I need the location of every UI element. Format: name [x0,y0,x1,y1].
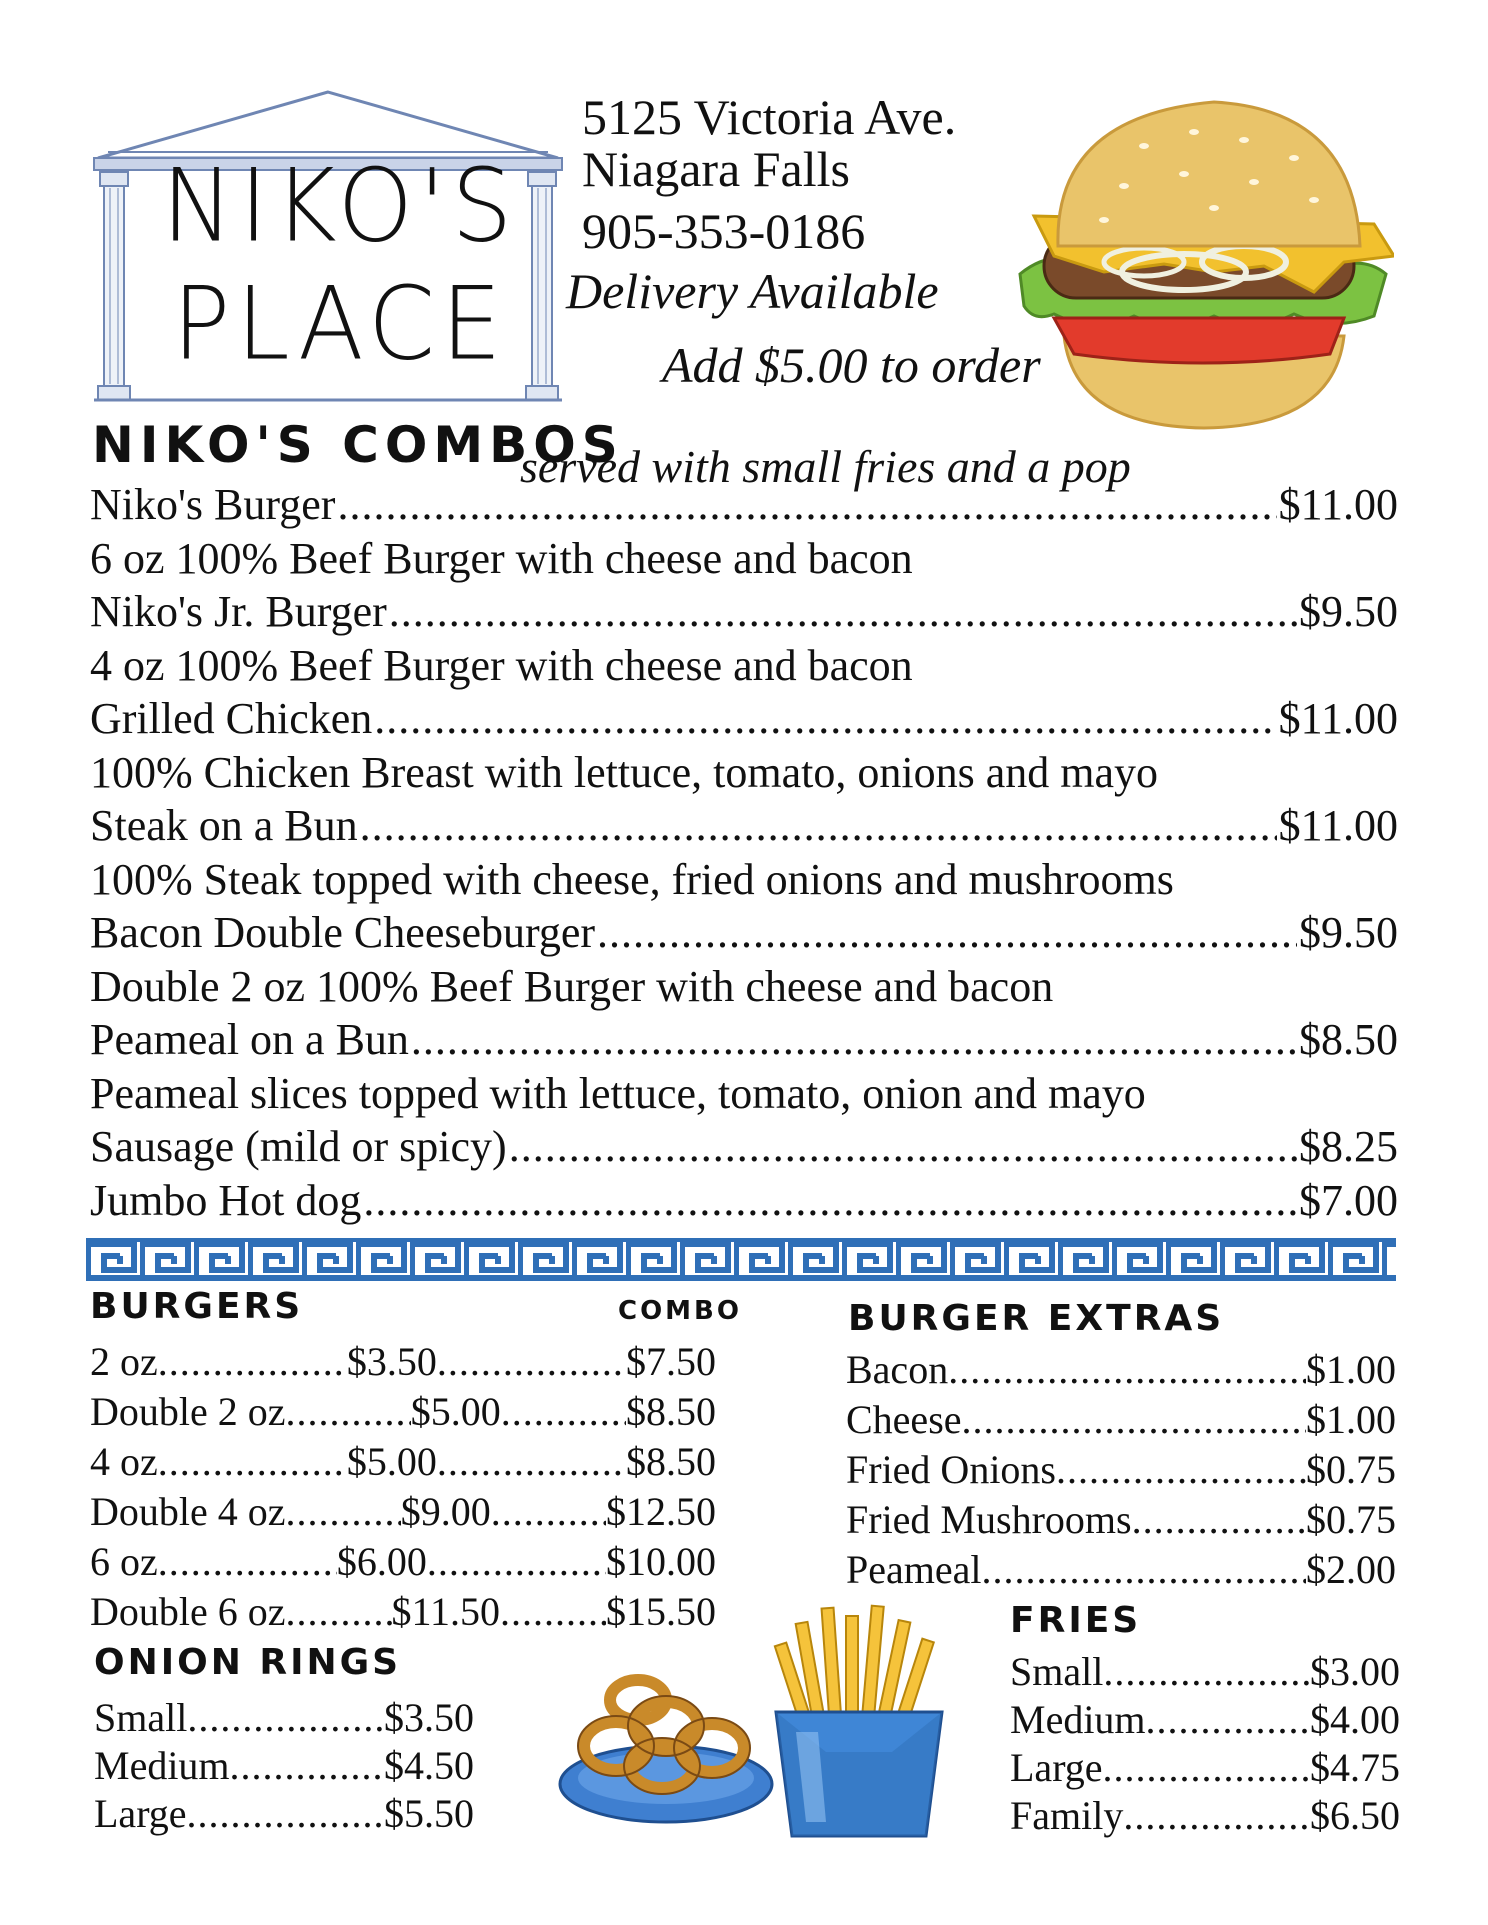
dot-leader [427,1538,606,1586]
combo-item-price: $11.00 [1278,694,1398,743]
combo-item-row [90,1120,1398,1174]
fries-row [1010,1648,1400,1696]
dot-leader [374,692,1276,746]
onion-rings-size: Medium [94,1743,230,1788]
dot-leader [1103,1648,1310,1696]
combo-item-description: Peameal slices topped with lettuce, tomato, onion and mayo [90,1069,1146,1118]
dot-leader [1132,1496,1306,1544]
extra-price: $1.00 [1306,1397,1396,1442]
burger-size: Double 6 oz [90,1589,286,1634]
combo-item-row [90,692,1398,746]
combo-item-name: Niko's Burger [90,480,336,529]
burger-combo-price: $8.50 [626,1389,717,1434]
extra-row [846,1346,1396,1394]
fries-price: $4.75 [1310,1745,1400,1790]
onion-rings-price: $4.50 [384,1743,474,1788]
onion-rings-plate-icon [556,1660,776,1826]
extra-row [846,1496,1396,1544]
burger-price-row [90,1388,716,1436]
onion-rings-heading: ONION RINGS [94,1642,402,1683]
fries-row [1010,1744,1400,1792]
dot-leader [389,585,1297,639]
onion-rings-row [94,1790,474,1838]
combo-item-row [90,478,1398,532]
fries-row [1010,1696,1400,1744]
fries-size: Family [1010,1793,1124,1838]
extra-row [846,1396,1396,1444]
combo-item-price: $7.00 [1299,1176,1398,1225]
extra-price: $0.75 [1306,1497,1396,1542]
combo-item-description: 100% Chicken Breast with lettuce, tomato, onions and mayo [90,748,1159,797]
burger-price: $3.50 [346,1339,437,1384]
logo-line2: PLACE [172,265,508,383]
combo-item-row [90,585,1398,639]
dot-leader [491,1488,606,1536]
fries-price: $4.00 [1310,1697,1400,1742]
combo-item-name: Sausage (mild or spicy) [90,1122,507,1171]
burger-illustration-icon [1014,96,1394,432]
fries-heading: FRIES [1010,1600,1142,1641]
onion-rings-size: Small [94,1695,188,1740]
burger-combo-price: $12.50 [606,1489,717,1534]
dot-leader [286,1388,411,1436]
burger-price-row [90,1338,716,1386]
combo-item-name: Peameal on a Bun [90,1015,409,1064]
dot-leader [363,1174,1297,1228]
combo-item-name: Grilled Chicken [90,694,373,743]
extra-price: $2.00 [1306,1547,1396,1592]
fries-box-icon [766,1602,952,1840]
burger-combo-price: $15.50 [606,1589,716,1634]
combo-item-name: Niko's Jr. Burger [90,587,387,636]
combos-heading: NIKO'S COMBOS [92,416,624,474]
extra-name: Fried Mushrooms [846,1497,1132,1542]
extra-name: Fried Onions [846,1447,1056,1492]
phone-number: 905-353-0186 [582,203,866,259]
onion-rings-row [94,1694,474,1742]
fries-size: Large [1010,1745,1103,1790]
dot-leader [158,1338,347,1386]
burger-combo-price: $10.00 [606,1539,717,1584]
burger-price: $11.50 [391,1589,501,1634]
dot-leader [360,799,1277,853]
combo-item-price: $8.50 [1299,1015,1398,1064]
logo-line1: NIKO'S [161,147,519,265]
burger-price-row [90,1488,716,1536]
fries-size: Medium [1010,1697,1146,1742]
burger-price: $9.00 [400,1489,491,1534]
fries-price: $6.50 [1310,1793,1400,1838]
extra-name: Peameal [846,1547,982,1592]
extra-price: $0.75 [1306,1447,1396,1492]
dot-leader [437,1438,626,1486]
combo-item-description: 4 oz 100% Beef Burger with cheese and bacon [90,641,913,690]
combo-item-price: $11.00 [1278,801,1398,850]
combo-item-row [90,799,1398,853]
burger-price-row [90,1538,716,1586]
burger-price: $6.00 [336,1539,427,1584]
dot-leader [411,1013,1297,1067]
combo-item-price: $9.50 [1299,908,1398,957]
burger-extras-heading: BURGER EXTRAS [848,1298,1225,1339]
dot-leader [230,1742,384,1790]
burger-price-row [90,1438,716,1486]
greek-key-border [86,1238,1396,1282]
dot-leader [948,1346,1306,1394]
burger-combo-price: $8.50 [626,1439,717,1484]
dot-leader [158,1538,337,1586]
dot-leader [982,1546,1307,1594]
address-street: 5125 Victoria Ave. [582,89,957,145]
combo-item-name: Bacon Double Cheeseburger [90,908,596,957]
combo-item-description: 6 oz 100% Beef Burger with cheese and bacon [90,534,913,583]
dot-leader [286,1588,392,1636]
burger-size: 2 oz [90,1339,158,1384]
onion-rings-row [94,1742,474,1790]
extra-row [846,1546,1396,1594]
onion-rings-price: $3.50 [384,1695,474,1740]
burger-size: Double 4 oz [90,1489,286,1534]
dot-leader [501,1388,626,1436]
dot-leader [187,1790,384,1838]
combo-item-name: Jumbo Hot dog [90,1176,362,1225]
combo-item-row [90,1013,1398,1067]
dot-leader [500,1588,606,1636]
onion-rings-size: Large [94,1791,187,1836]
dot-leader [1056,1446,1306,1494]
dot-leader [962,1396,1306,1444]
dot-leader [509,1120,1297,1174]
combos-subtitle: served with small fries and a pop [520,441,1131,492]
delivery-fee-note: Add $5.00 to order [662,337,1041,393]
combo-item-row [90,1174,1398,1228]
combo-item-name: Steak on a Bun [90,801,358,850]
burger-combo-price: $7.50 [626,1339,717,1384]
burger-price-row [90,1588,716,1636]
burgers-heading: BURGERS [90,1286,304,1327]
combo-item-row [90,906,1398,960]
combo-column-heading: COMBO [618,1296,742,1326]
delivery-note: Delivery Available [566,263,939,319]
burger-size: 4 oz [90,1439,158,1484]
extra-price: $1.00 [1306,1347,1396,1392]
fries-price: $3.00 [1310,1649,1400,1694]
burger-size: Double 2 oz [90,1389,286,1434]
combo-item-price: $9.50 [1299,587,1398,636]
fries-size: Small [1010,1649,1104,1694]
dot-leader [337,478,1276,532]
dot-leader [1146,1696,1310,1744]
combo-item-price: $11.00 [1278,480,1398,529]
dot-leader [597,906,1297,960]
combo-item-price: $8.25 [1299,1122,1398,1171]
dot-leader [158,1438,347,1486]
extra-name: Bacon [846,1347,949,1392]
dot-leader [437,1338,626,1386]
extra-name: Cheese [846,1397,962,1442]
dot-leader [286,1488,401,1536]
address-city: Niagara Falls [582,141,850,197]
extra-row [846,1446,1396,1494]
fries-row [1010,1792,1400,1840]
dot-leader [1103,1744,1310,1792]
burger-price: $5.00 [410,1389,501,1434]
burger-price: $5.00 [346,1439,437,1484]
combo-item-description: Double 2 oz 100% Beef Burger with cheese and bacon [90,962,1054,1011]
onion-rings-price: $5.50 [384,1791,474,1836]
dot-leader [187,1694,384,1742]
dot-leader [1123,1792,1310,1840]
burger-size: 6 oz [90,1539,158,1584]
combo-item-description: 100% Steak topped with cheese, fried onions and mushrooms [90,855,1174,904]
